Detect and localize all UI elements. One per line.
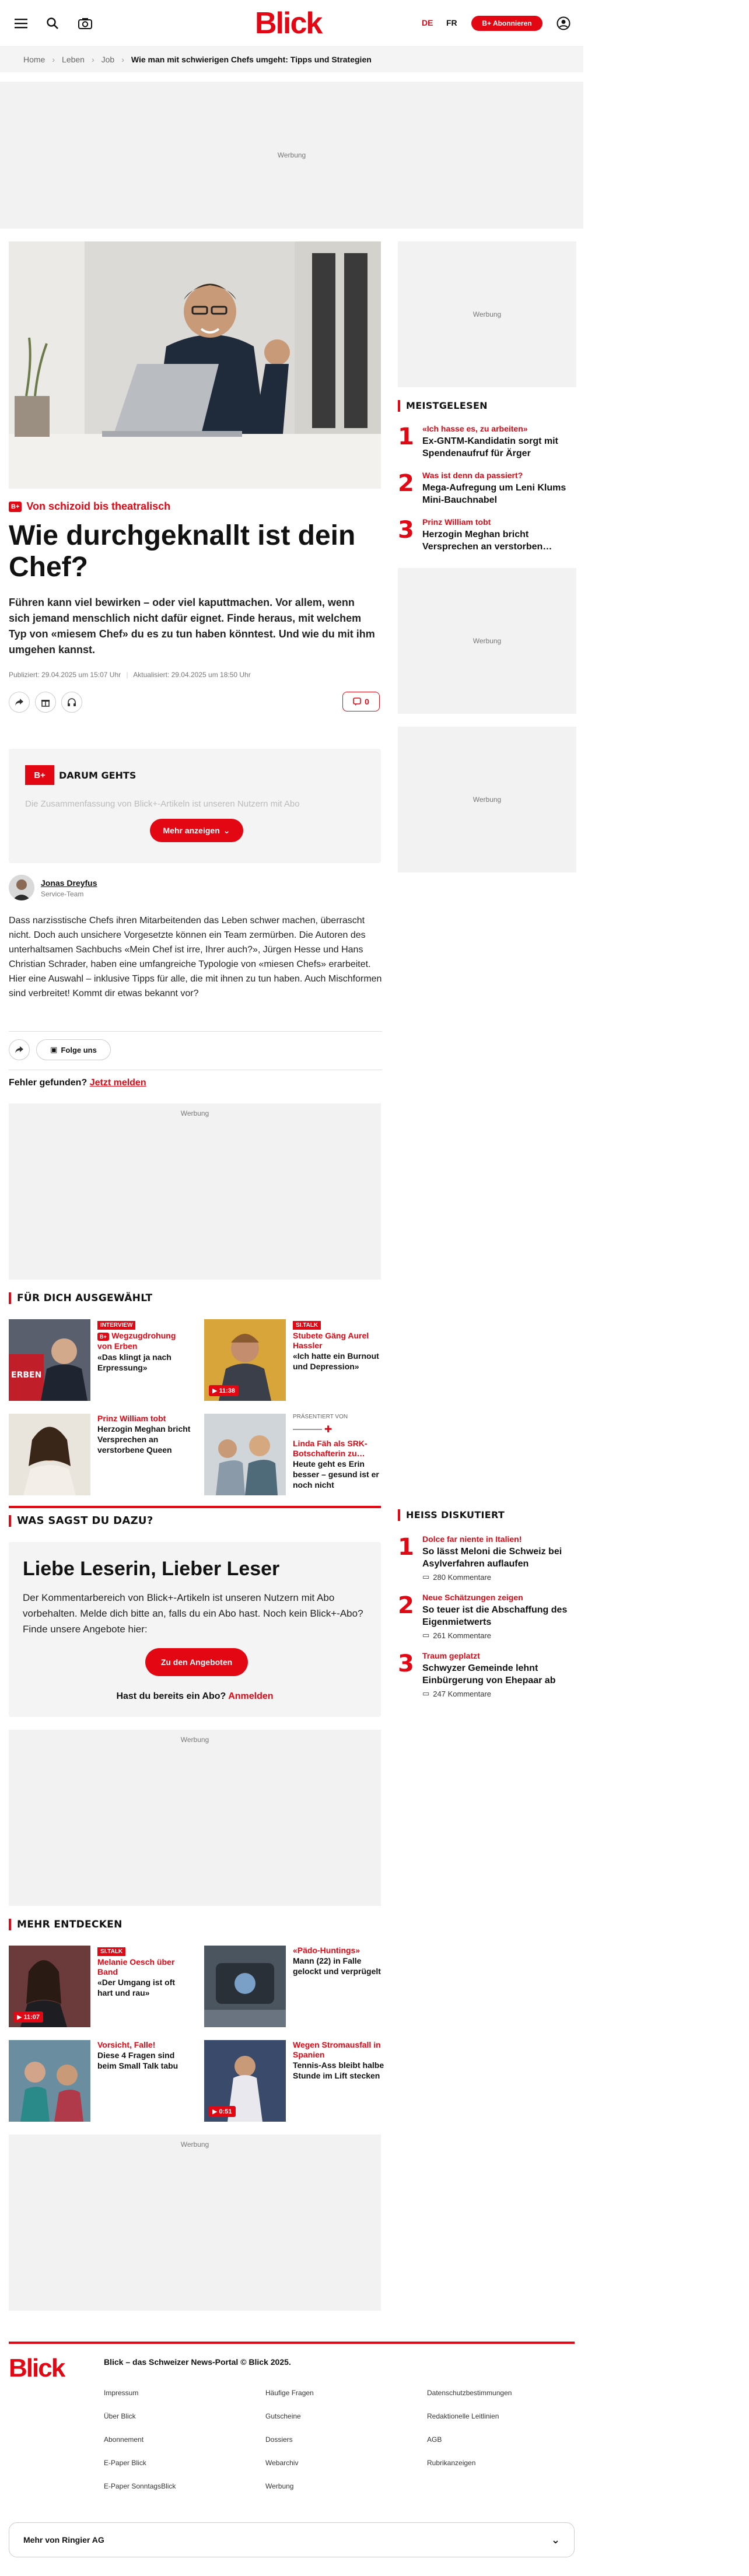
share-button-bottom[interactable] [9,1039,30,1060]
footer-link[interactable]: Abonnement [104,2435,144,2444]
offers-button[interactable]: Zu den Angeboten [145,1648,248,1676]
login-prompt [9,1691,381,1702]
comment-icon: ▭ [422,1631,430,1639]
share-icon [15,1046,24,1054]
teaser-text [97,1946,191,1998]
author-name[interactable]: Jonas Dreyfus [41,878,97,888]
summary-logo: B+ [25,765,54,785]
login-link[interactable]: Anmelden [228,1691,274,1701]
lang-fr[interactable]: FR [446,18,457,27]
gift-icon [41,698,50,707]
footer-link[interactable]: Häufige Fragen [265,2389,314,2397]
error-report-link[interactable]: Jetzt melden [89,1078,146,1088]
teaser-kicker: Linda Fäh als SRK-Botschafterin zu… [293,1439,368,1458]
teaser-title: Diese 4 Fragen sind beim Small Talk tabu [97,2051,178,2070]
headphones-icon [67,698,76,707]
breadcrumb-separator: › [52,55,55,64]
search-icon[interactable] [44,15,61,31]
footer-link[interactable]: E-Paper SonntagsBlick [104,2482,176,2490]
teaser-kicker: Melanie Oesch über Band [97,1957,175,1976]
teaser-title: «Der Umgang ist oft hart und rau» [97,1978,176,1997]
article-dates [9,671,251,679]
rank-number: 1 [398,423,414,450]
teaser-image [204,1319,286,1401]
rank-number: 3 [398,1650,414,1677]
footer-link[interactable]: Über Blick [104,2412,136,2420]
ringier-dropdown[interactable] [9,2522,575,2557]
hot-discussed-item[interactable] [398,1534,579,1587]
teaser-title: Heute geht es Erin besser – gesund ist er noch nicht [293,1459,379,1489]
teaser-image [9,2040,90,2122]
rank-title: Schwyzer Gemeinde lehnt Einbürgerung von Ehepaar ab [422,1663,556,1685]
rank-number: 2 [398,470,414,497]
comment-icon: ▭ [422,1689,430,1698]
article-kicker-row [9,500,170,513]
rank-kicker: Prinz William tobt [422,517,491,527]
rank-title: So teuer ist die Abschaffung des Eigenmietwerts [422,1605,568,1627]
rank-title: Ex-GNTM-Kandidatin sorgt mit Spendenaufruf für Ärger [422,436,558,458]
rank-kicker: Neue Schätzungen zeigen [422,1593,523,1602]
rank-comments: ▭ 280 Kommentare [422,1572,492,1582]
breadcrumb-current: Wie man mit schwierigen Chefs umgeht: Tipps und Strategien [131,55,372,64]
rank-title: So lässt Meloni die Schweiz bei Asylverfahren auflaufen [422,1547,562,1569]
ad-sidebar-1[interactable] [398,241,576,387]
teaser-text [97,1414,191,1455]
ad-sidebar-2[interactable] [398,568,576,714]
blick-logo[interactable]: Blick [255,6,322,40]
article-lead: Führen kann viel bewirken – oder viel kaputtmachen. Vor allem, wenn sich jemand menschlich nicht dafür eignet. Finde heraus, mit welchem Typ von «miesem Chef» du es zu tun haben könntest. Und wie du mit ihm umgehen kannst. [9,597,375,656]
teaser-title: «Das klingt ja nach Erpressung» [97,1352,172,1372]
breadcrumb [0,47,583,72]
hero-image [9,241,381,489]
footer-link[interactable]: Redaktionelle Leitlinien [427,2412,499,2420]
rank-number: 2 [398,1592,414,1619]
teaser-text [293,1319,386,1372]
footer-link[interactable]: Impressum [104,2389,139,2397]
chevron-down-icon: ⌄ [223,825,230,835]
footer-logo[interactable]: Blick [9,2354,65,2382]
comments-heading: WAS SAGST DU DAZU? [9,1515,153,1527]
footer-link[interactable]: E-Paper Blick [104,2459,146,2467]
teaser-card[interactable] [204,1319,391,1401]
subscribe-button[interactable]: B+ Abonnieren [471,16,542,31]
hot-discussed-item[interactable] [398,1592,579,1646]
teaser-card[interactable] [9,2040,195,2122]
follow-button[interactable] [36,1039,111,1060]
teaser-image [9,1319,90,1401]
blick-plus-badge: B+ [9,502,22,512]
comment-icon: ▭ [422,1572,430,1581]
breadcrumb-home[interactable]: Home [23,55,46,64]
ad-label: Werbung [473,310,502,318]
comments-text: Der Kommentarbereich von Blick+-Artikeln ist unseren Nutzern mit Abo vorbehalten. Melde dich bitte an, falls du ein Abo hast. Noch kein Blick+-Abo? Finde unsere Angebote hier: [23,1592,363,1635]
teaser-title: Herzogin Meghan bricht Versprechen an verstorbene Queen [97,1424,191,1455]
comments-paywall-box [9,1542,381,1717]
lang-de[interactable]: DE [422,18,433,27]
sponsor-logo: ✚ [293,1424,386,1435]
discover-heading: MEHR ENTDECKEN [9,1919,123,1930]
published-date: Publiziert: 29.04.2025 um 15:07 Uhr [9,671,121,679]
teaser-kicker: Stubete Gäng Aurel Hassler [293,1331,369,1350]
teaser-image [204,1414,286,1495]
share-icon [15,698,24,706]
teaser-title: «Ich hatte ein Burnout und Depression» [293,1351,379,1371]
teaser-card-sponsored[interactable] [204,1414,391,1495]
teaser-image [204,1946,286,2027]
divider [9,1031,382,1032]
teaser-text [97,1319,191,1373]
chevron-down-icon: ⌄ [551,2533,560,2546]
svg-text:ERBEN: ERBEN [11,1371,42,1380]
ad-label: Werbung [277,151,306,159]
updated-date: Aktualisiert: 29.04.2025 um 18:50 Uhr [133,671,251,679]
ad-banner-top[interactable] [0,82,583,229]
rank-kicker: Traum geplatzt [422,1651,480,1660]
teaser-tag: SI.TALK [293,1321,321,1330]
hot-discussed-item[interactable] [398,1650,579,1704]
teaser-image [9,1946,90,2027]
teaser-kicker: Wegen Stromausfall in Spanien [293,2040,381,2059]
footer-link[interactable]: Werbung [265,2482,294,2490]
footer-link[interactable]: AGB [427,2435,442,2444]
teaser-title: Mann (22) in Falle gelockt und verprügelt [293,1956,381,1976]
teaser-card[interactable] [9,1414,195,1495]
breadcrumb-separator: › [121,55,124,64]
footer-accent-line [9,2342,575,2344]
ad-label: Werbung [180,1736,209,1744]
teaser-kicker: Wegzugdrohung von Erben [97,1331,176,1351]
teaser-text [293,1414,386,1490]
summary-box [9,749,381,863]
ad-label: Werbung [473,637,502,645]
most-read-item[interactable] [398,517,579,563]
comment-icon [353,698,361,706]
teaser-card[interactable] [204,1946,391,2027]
breadcrumb-separator: › [91,55,94,64]
most-read-heading: MEISTGELESEN [398,400,488,412]
summary-text: Die Zusammenfassung von Blick+-Artikeln ist unseren Nutzern mit Abo [25,799,300,809]
sponsored-label: PRÄSENTIERT VON [293,1414,348,1420]
rank-kicker: Dolce far niente in Italien! [422,1534,522,1544]
ad-label: Werbung [473,795,502,804]
comment-count: 0 [365,697,369,706]
footer-claim: Blick – das Schweizer News-Portal © Blick 2025. [104,2357,291,2367]
breadcrumb-job[interactable]: Job [101,55,115,64]
teaser-card[interactable] [204,2040,391,2122]
comments-title: Liebe Leserin, Lieber Leser [23,1558,280,1580]
ad-content-2[interactable] [9,1730,381,1906]
teaser-kicker: «Pädo-Huntings» [293,1946,360,1955]
comments-heading-bar [9,1506,381,1508]
ad-sidebar-3[interactable] [398,727,576,872]
author-role: Service-Team [41,890,84,898]
article-body: Dass narzisstische Chefs ihren Mitarbeitenden das Leben schwer machen, überrascht nicht. Doch auch unsichere Vorgesetzte können ein Team zermürben. Die Autoren des unterhaltsamen Sachbuchs «Mein Chef ist irre, Ihrer auch?», Jürgen Hesse und Hans Christian Schrader, haben eine umfangreiche Typologie von «miesen Chefs» erarbeitet. Hier eine Auswahl – inklusive Tipps für alle, die mit ihnen zu tun haben. Auch Mischformen sind verbreitet! Kommt dir etwas bekannt vor? [9,916,382,998]
rank-number: 1 [398,1534,414,1561]
footer-link[interactable]: Datenschutzbestimmungen [427,2389,512,2397]
show-more-label: Mehr anzeigen [163,826,220,835]
comments-button[interactable] [342,692,380,712]
gift-button[interactable] [35,692,56,713]
teaser-title: Tennis-Ass bleibt halbe Stunde im Lift stecken [293,2060,384,2080]
for-you-heading: FÜR DICH AUSGEWÄHLT [9,1292,152,1304]
ad-label: Werbung [180,2140,209,2149]
blick-plus-badge: B+ [97,1333,109,1341]
site-header [0,0,583,47]
error-report [9,1078,146,1088]
show-more-button[interactable] [150,819,243,842]
breadcrumb-leben[interactable]: Leben [62,55,85,64]
footer-link[interactable]: Rubrikanzeigen [427,2459,476,2467]
camera-icon[interactable] [77,15,93,31]
footer-link[interactable]: Gutscheine [265,2412,301,2420]
teaser-text [97,2040,191,2071]
login-question: Hast du bereits ein Abo? [116,1691,226,1701]
teaser-text [293,1946,386,1976]
video-duration[interactable]: ▶ 0:51 [209,2106,236,2117]
teaser-kicker: Prinz William tobt [97,1414,166,1423]
rank-title: Herzogin Meghan bricht Versprechen an verstorben… [422,530,552,552]
teaser-image [9,1414,90,1495]
rank-kicker: Was ist denn da passiert? [422,471,523,480]
listen-button[interactable] [61,692,82,713]
teaser-kicker: Vorsicht, Falle! [97,2040,156,2049]
rank-number: 3 [398,517,414,544]
teaser-image [204,2040,286,2122]
footer-link[interactable]: Webarchiv [265,2459,299,2467]
summary-title: DARUM GEHTS [59,770,136,781]
author-avatar[interactable] [9,875,34,900]
ad-content-1[interactable] [9,1103,381,1280]
rank-comments: ▭ 247 Kommentare [422,1689,492,1698]
ad-label: Werbung [180,1109,209,1117]
menu-icon[interactable] [13,15,29,31]
most-read-item[interactable] [398,423,579,470]
ad-content-3[interactable] [9,2135,381,2311]
date-divider: | [126,671,128,679]
rank-kicker: «Ich hasse es, zu arbeiten» [422,424,528,433]
teaser-tag: INTERVIEW [97,1321,135,1330]
article-kicker: Von schizoid bis theatralisch [26,500,171,512]
error-report-text: Fehler gefunden? [9,1078,88,1088]
teaser-tag: SI.TALK [97,1947,125,1956]
follow-icon: ▣ [50,1045,58,1054]
article-title: Wie durchgeknallt ist dein Chef? [9,520,356,583]
rank-title: Mega-Aufregung um Leni Klums Mini-Bauchnabel [422,483,566,505]
video-duration[interactable]: ▶ 11:38 [209,1385,239,1396]
rank-comments: ▭ 261 Kommentare [422,1631,492,1640]
video-duration[interactable]: ▶ 11:07 [13,2011,43,2023]
ringier-label: Mehr von Ringier AG [23,2535,104,2545]
share-button[interactable] [9,692,30,713]
follow-label: Folge uns [61,1045,97,1054]
user-icon[interactable] [555,15,572,31]
teaser-text [293,2040,386,2081]
footer-link[interactable]: Dossiers [265,2435,293,2444]
hot-discussed-heading: HEISS DISKUTIERT [398,1509,505,1521]
teaser-card[interactable] [9,1319,195,1401]
most-read-item[interactable] [398,470,579,517]
teaser-card[interactable] [9,1946,195,2027]
